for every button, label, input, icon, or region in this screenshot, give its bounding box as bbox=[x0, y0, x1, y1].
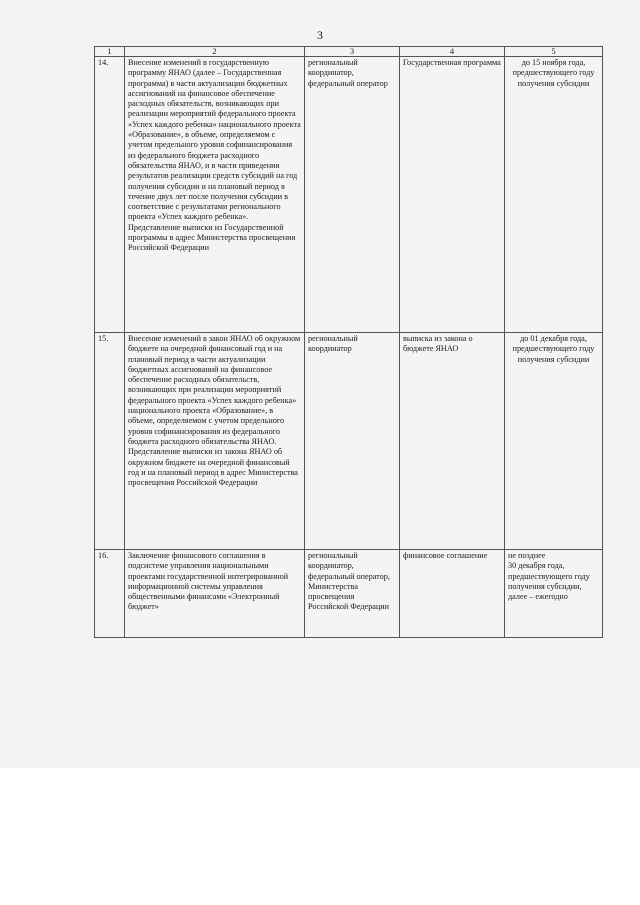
result-cell: финансовое соглашение bbox=[400, 550, 505, 638]
deadline-cell: не позднее 30 декабря года, предшествующего году получения субсидии, далее – ежегодно bbox=[505, 550, 603, 638]
deadline-cell: до 01 декабря года, предшествующего году получения субсидии bbox=[505, 333, 603, 550]
action-cell: Заключение финансового соглашения в подсистеме управления национальными проектами государственной интегрированной информационной системы управления общественными финансами «Электронный бюджет» bbox=[125, 550, 305, 638]
page-number: 3 bbox=[317, 28, 323, 42]
column-header-5: 5 bbox=[505, 47, 603, 57]
row-number: 15. bbox=[95, 333, 125, 550]
row-number: 16. bbox=[95, 550, 125, 638]
responsible-cell: региональный координатор bbox=[305, 333, 400, 550]
column-header-1: 1 bbox=[95, 47, 125, 57]
row-number: 14. bbox=[95, 57, 125, 333]
responsible-cell: региональный координатор, федеральный оператор, Министерства просвещения Российской Федерации bbox=[305, 550, 400, 638]
table-row bbox=[95, 550, 603, 638]
result-cell: Государственная программа bbox=[400, 57, 505, 333]
table-row bbox=[95, 57, 603, 333]
plan-table bbox=[94, 46, 603, 638]
action-cell: Внесение изменений в закон ЯНАО об окружном бюджете на очередной финансовый год и на плановый период в части актуализации бюджетных ассигнований на финансовое обеспечение расходных обязательств, возникающих при реализации мероприятий федерального проекта «Успех каждого ребенка» национального проекта «Образование», в объеме, определяемом с учетом предельного уровня софинансирования из федерального бюджета расходного обязательства ЯНАО. Представление выписки из закона ЯНАО об окружном бюджете на очередной финансовый год и на плановый период в адрес Министерства просвещения Российской Федерации bbox=[125, 333, 305, 550]
responsible-cell: региональный координатор, федеральный оператор bbox=[305, 57, 400, 333]
column-header-4: 4 bbox=[400, 47, 505, 57]
deadline-cell: до 15 ноября года, предшествующего году получения субсидии bbox=[505, 57, 603, 333]
header-row bbox=[95, 47, 603, 57]
result-cell: выписка из закона о бюджете ЯНАО bbox=[400, 333, 505, 550]
table-row bbox=[95, 333, 603, 550]
column-header-2: 2 bbox=[125, 47, 305, 57]
column-header-3: 3 bbox=[305, 47, 400, 57]
action-cell: Внесение изменений в государственную программу ЯНАО (далее – Государственная программа) в части актуализации бюджетных ассигнований на финансовое обеспечение расходных обязательств, возникающих при реализации мероприятий федерального проекта «Успех каждого ребенка» национального проекта «Образование», в объеме, определяемом с учетом предельного уровня софинансирования из федерального бюджета расходного обязательства ЯНАО, и в части приведения результатов реализации средств субсидий на год получения субсидии и на плановый период в течение двух лет после получения субсидии в соответствие с результатами регионального проекта «Успех каждого ребенка». Представление выписки из Государственной программы в адрес Министерства просвещения Российской Федерации bbox=[125, 57, 305, 333]
